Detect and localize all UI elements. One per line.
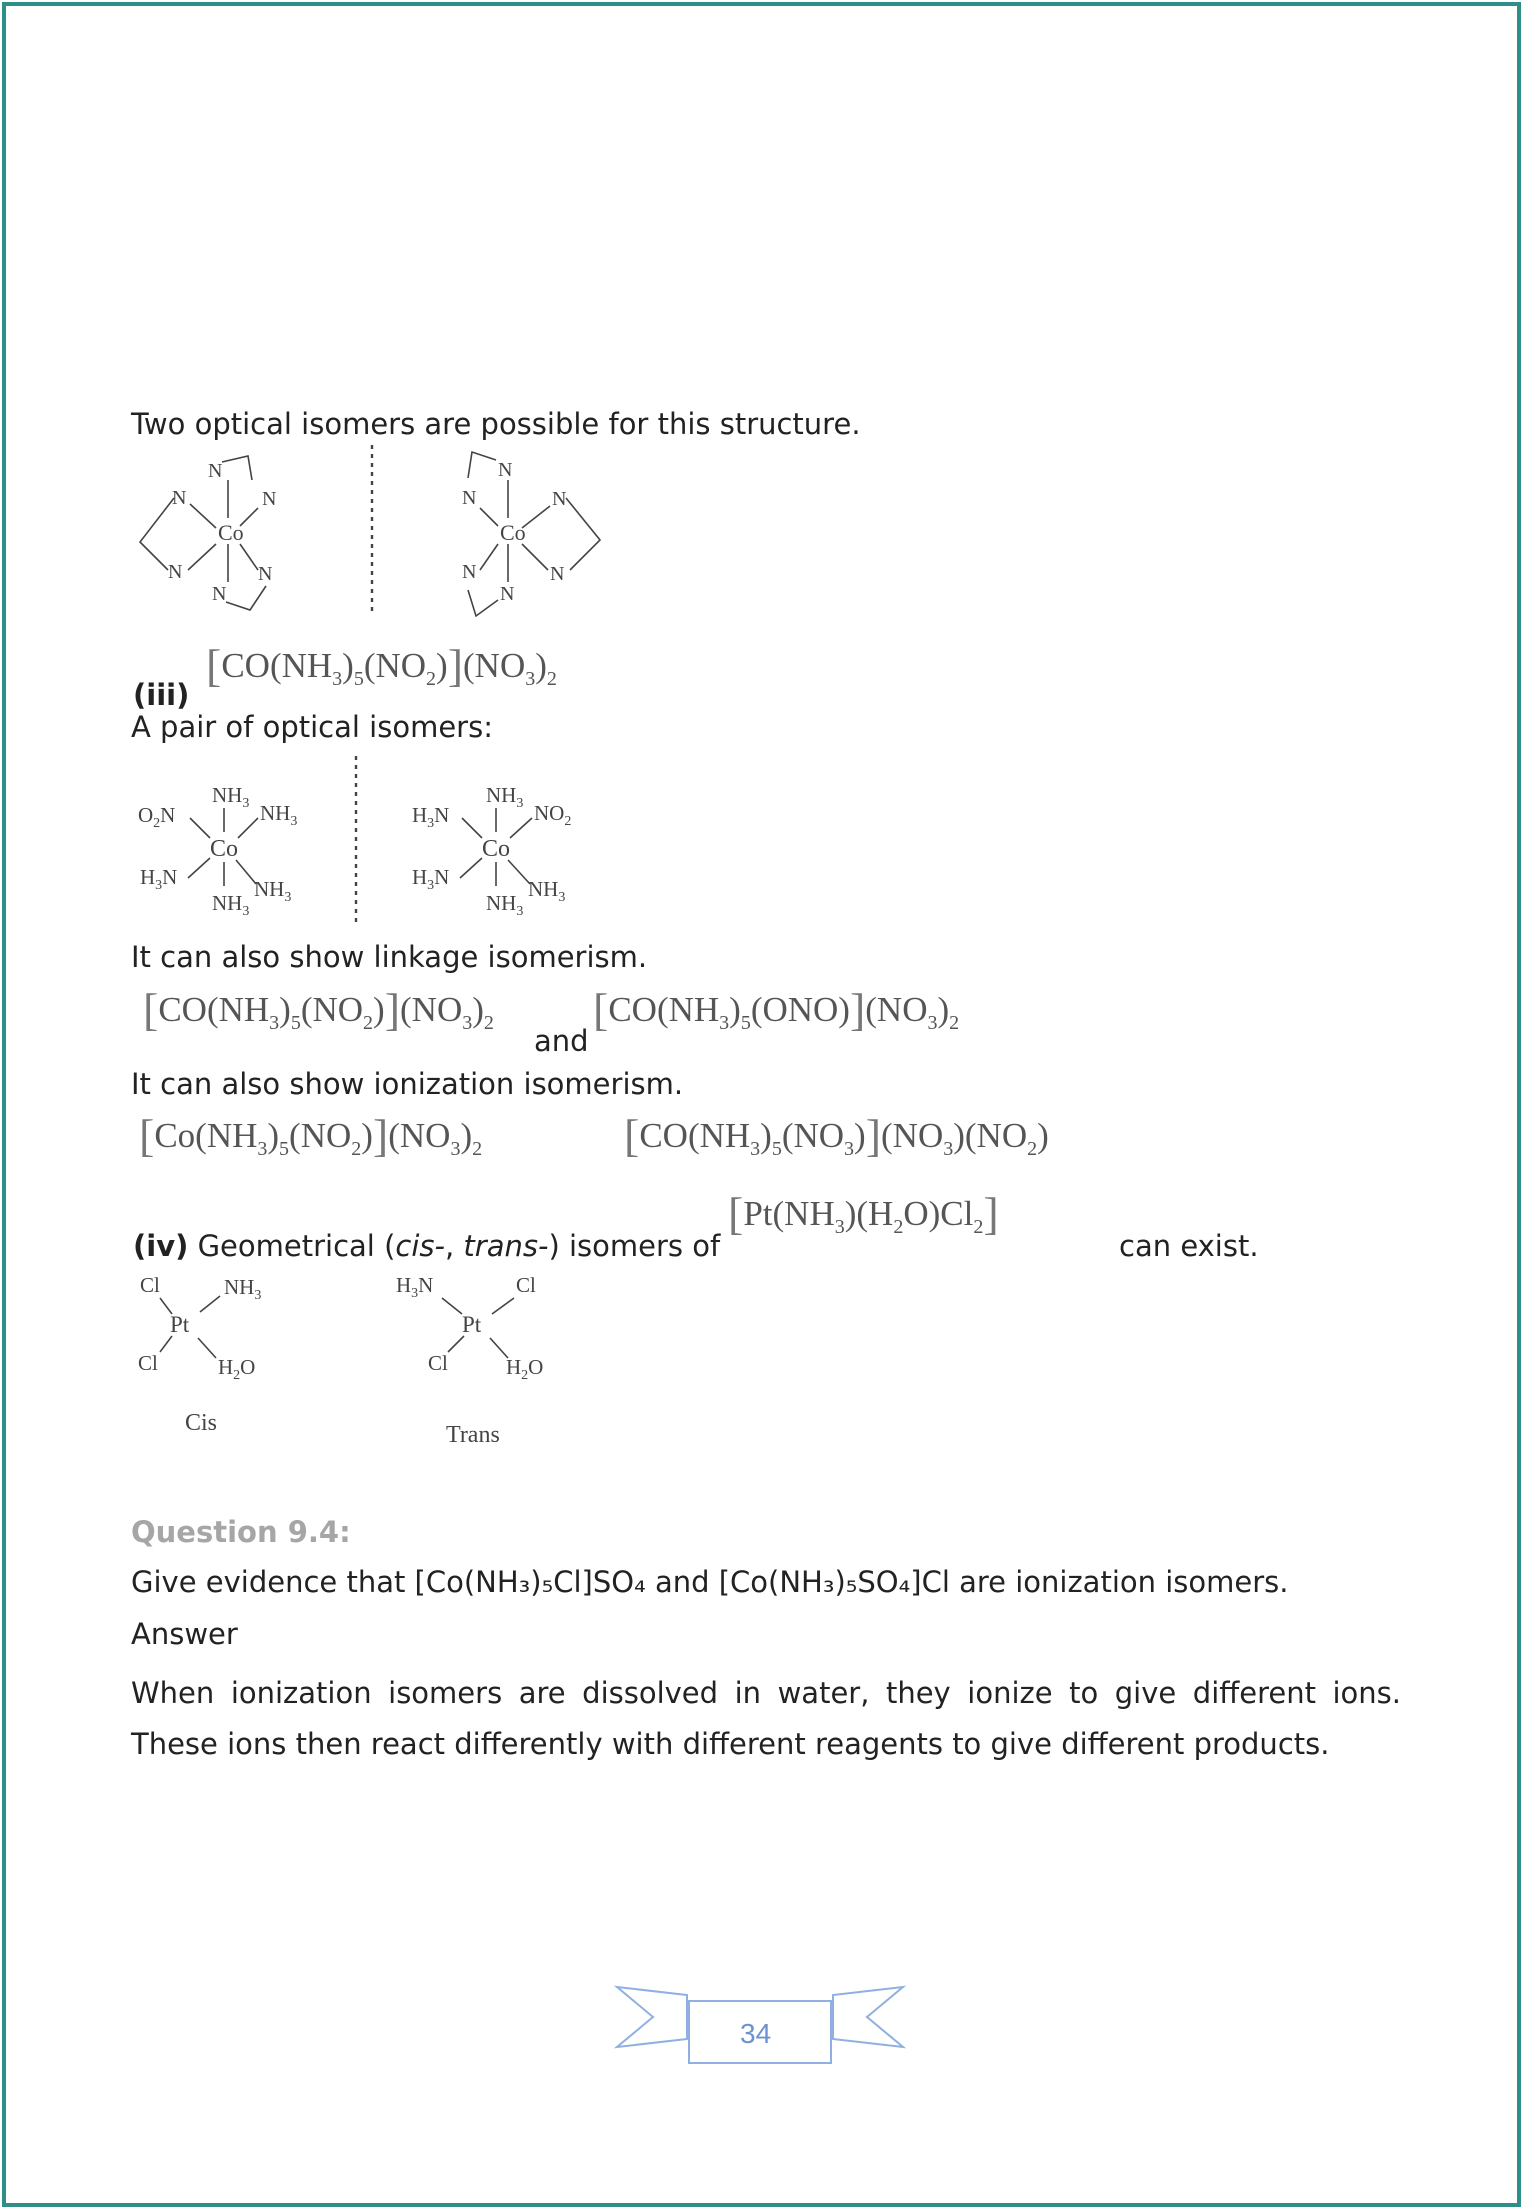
complex-formula-iii: $[CO(NH_3)_5(NO_2)](NO_3)_2$ [206, 640, 557, 691]
can-exist-text: can exist. [1119, 1229, 1259, 1263]
en-complex-optical-isomers [130, 440, 610, 625]
svg-text:Co: Co [482, 836, 511, 862]
trans-caption: Trans [446, 1422, 500, 1448]
svg-text:NH3: $NH_3$ [486, 783, 524, 811]
svg-text:Cl: Cl [428, 1351, 448, 1375]
svg-text:H3N: $H_3N$ [412, 803, 450, 831]
svg-text:N: N [462, 487, 477, 509]
pt-geometrical-isomers [130, 1268, 590, 1398]
cis-caption: Cis [185, 1410, 218, 1436]
svg-text:NH3: $NH_3$ [212, 783, 250, 811]
svg-text:NH3: $NH_3$ [528, 877, 566, 905]
ionization-text: It can also show ionization isomerism. [131, 1067, 684, 1101]
svg-text:H3N: $H_3N$ [412, 865, 450, 893]
ionization-formula-2: $[CO(NH_3)_5(NO_3)](NO_3)(NO_2)$ [624, 1110, 1049, 1161]
and-text: and [534, 1024, 589, 1058]
svg-text:NH3: $NH_3$ [224, 1275, 262, 1303]
part-iii-label: (iii) [133, 678, 190, 712]
svg-text:Cl: Cl [140, 1273, 160, 1297]
co-nh3-no2-optical-isomers [130, 752, 600, 927]
svg-text:NH3: $NH_3$ [486, 891, 524, 919]
svg-text:Pt: Pt [462, 1312, 482, 1337]
optical-pair-text: A pair of optical isomers: [131, 710, 493, 744]
ionization-formula-1: $[Co(NH_3)_5(NO_2)](NO_3)_2$ [139, 1110, 483, 1161]
svg-text:N: N [500, 583, 515, 605]
svg-text:NH3: $NH_3$ [254, 877, 292, 905]
question-prompt: Give evidence that [Co(NH₃)₅Cl]SO₄ and [Co(NH₃)₅SO₄]Cl are ionization isomers. [131, 1565, 1289, 1599]
page-border [2, 2, 1521, 2207]
svg-text:N: N [262, 488, 277, 510]
part-iv-label: (iv) [133, 1229, 189, 1263]
svg-text:O2N: $O_2N$ [138, 803, 176, 831]
svg-text:N: N [168, 561, 183, 583]
svg-text:Co: Co [210, 836, 239, 862]
answer-label: Answer [131, 1617, 238, 1651]
svg-text:H2O: $H_2O$ [506, 1355, 544, 1383]
svg-text:N: N [172, 487, 187, 509]
svg-text:N: N [212, 583, 227, 605]
svg-text:Co: Co [218, 520, 244, 545]
svg-text:N: N [208, 460, 223, 482]
part-iv-text: (iv) Geometrical (cis-, trans-) isomers of [133, 1229, 721, 1263]
question-title: Question 9.4: [131, 1515, 351, 1549]
linkage-formula-nitrito: $[CO(NH_3)_5(ONO)](NO_3)_2$ [593, 984, 960, 1035]
page-number: 34 [740, 2018, 772, 2049]
optical-intro-text: Two optical isomers are possible for this structure. [131, 407, 861, 441]
svg-text:H3N: $H_3N$ [140, 865, 178, 893]
svg-text:Cl: Cl [138, 1351, 158, 1375]
linkage-text: It can also show linkage isomerism. [131, 940, 648, 974]
svg-text:N: N [462, 561, 477, 583]
svg-text:N: N [258, 563, 273, 585]
svg-text:H2O: $H_2O$ [218, 1355, 256, 1383]
svg-text:NH3: $NH_3$ [212, 891, 250, 919]
svg-text:N: N [550, 563, 565, 585]
svg-text:H3N: $H_3N$ [396, 1273, 434, 1301]
pt-complex-formula: $[Pt(NH_3)(H_2O)Cl_2]$ [728, 1188, 999, 1239]
svg-text:N: N [498, 459, 513, 481]
svg-text:Pt: Pt [170, 1312, 190, 1337]
answer-text: When ionization isomers are dissolved in water, they ionize to give different ions. These ions then react differently with different reagents to give different products. [131, 1676, 1401, 1761]
svg-text:NH3: $NH_3$ [260, 801, 298, 829]
svg-text:Co: Co [500, 520, 526, 545]
linkage-formula-nitro: $[CO(NH_3)_5(NO_2)](NO_3)_2$ [143, 984, 494, 1035]
svg-text:Cl: Cl [516, 1273, 536, 1297]
svg-text:NO2: $NO_2$ [534, 801, 572, 829]
svg-text:N: N [552, 488, 567, 510]
